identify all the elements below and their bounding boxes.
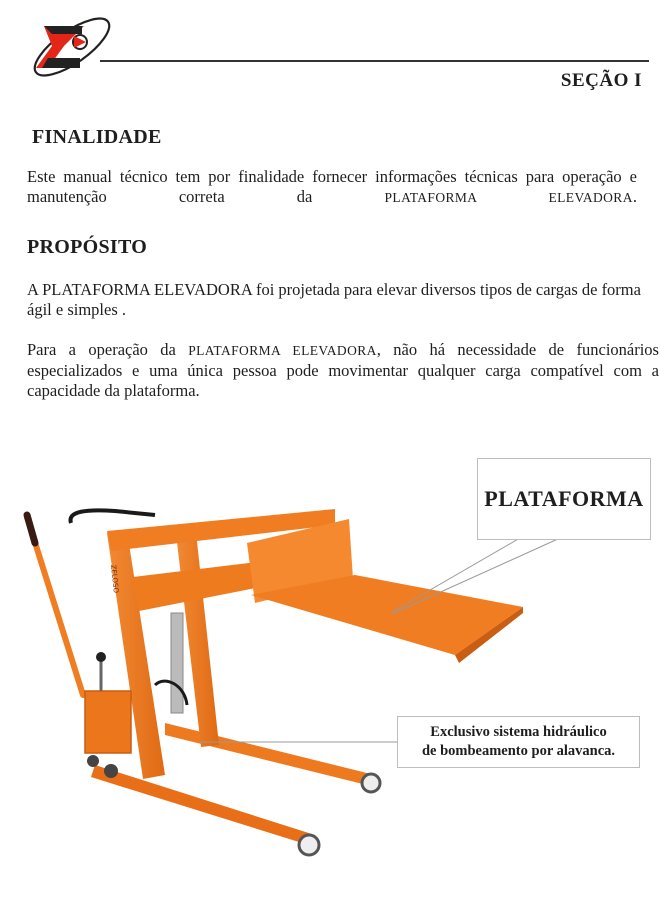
hydraulic-caption-line-1: Exclusivo sistema hidráulico: [430, 724, 607, 740]
company-logo: [22, 6, 122, 88]
proposito-p2-product: PLATAFORMA ELEVADORA: [188, 343, 377, 358]
proposito-p1-product: A PLATAFORMA ELEVADORA: [27, 280, 252, 299]
hydraulic-pump: [85, 691, 131, 753]
section-label: SEÇÃO I: [560, 70, 642, 91]
header-rule: [100, 60, 649, 62]
hydraulic-caption: [397, 716, 640, 768]
proposito-p2-text: , não há necessidade de funcionários especializados e uma única pessoa pode movimentar qualquer carga compatível com a capacidade da plataforma.: [27, 340, 659, 400]
proposito-p2-start: Para a operação da: [27, 340, 189, 359]
push-handle: [70, 510, 155, 523]
proposito-heading: PROPÓSITO: [27, 236, 148, 258]
finalidade-text-2: .: [632, 187, 637, 206]
platform-caption: PLATAFORMA: [477, 458, 651, 540]
finalidade-paragraph: [27, 167, 637, 208]
finalidade-text-1: Este manual técnico tem por finalidade fornecer informações técnicas para operação e manutenção correta da: [27, 167, 637, 206]
finalidade-heading: FINALIDADE: [32, 126, 162, 148]
base-leg-front: [165, 723, 375, 787]
hydraulic-caption-line-2: de bombeamento por alavanca.: [421, 743, 616, 759]
mast-brand-text: ZELOSO: [109, 564, 120, 594]
lift-platform-illustration: [15, 495, 530, 875]
proposito-paragraph-2: [27, 340, 659, 401]
finalidade-product-name: PLATAFORMA ELEVADORA: [384, 190, 633, 205]
base-leg-rear: [91, 765, 315, 847]
pump-handle: [27, 515, 83, 695]
hydraulic-cylinder: [171, 613, 183, 713]
proposito-p1-text: foi projetada para elevar diversos tipos de cargas de forma ágil e simples .: [27, 280, 641, 319]
proposito-paragraph-1: [27, 280, 657, 320]
